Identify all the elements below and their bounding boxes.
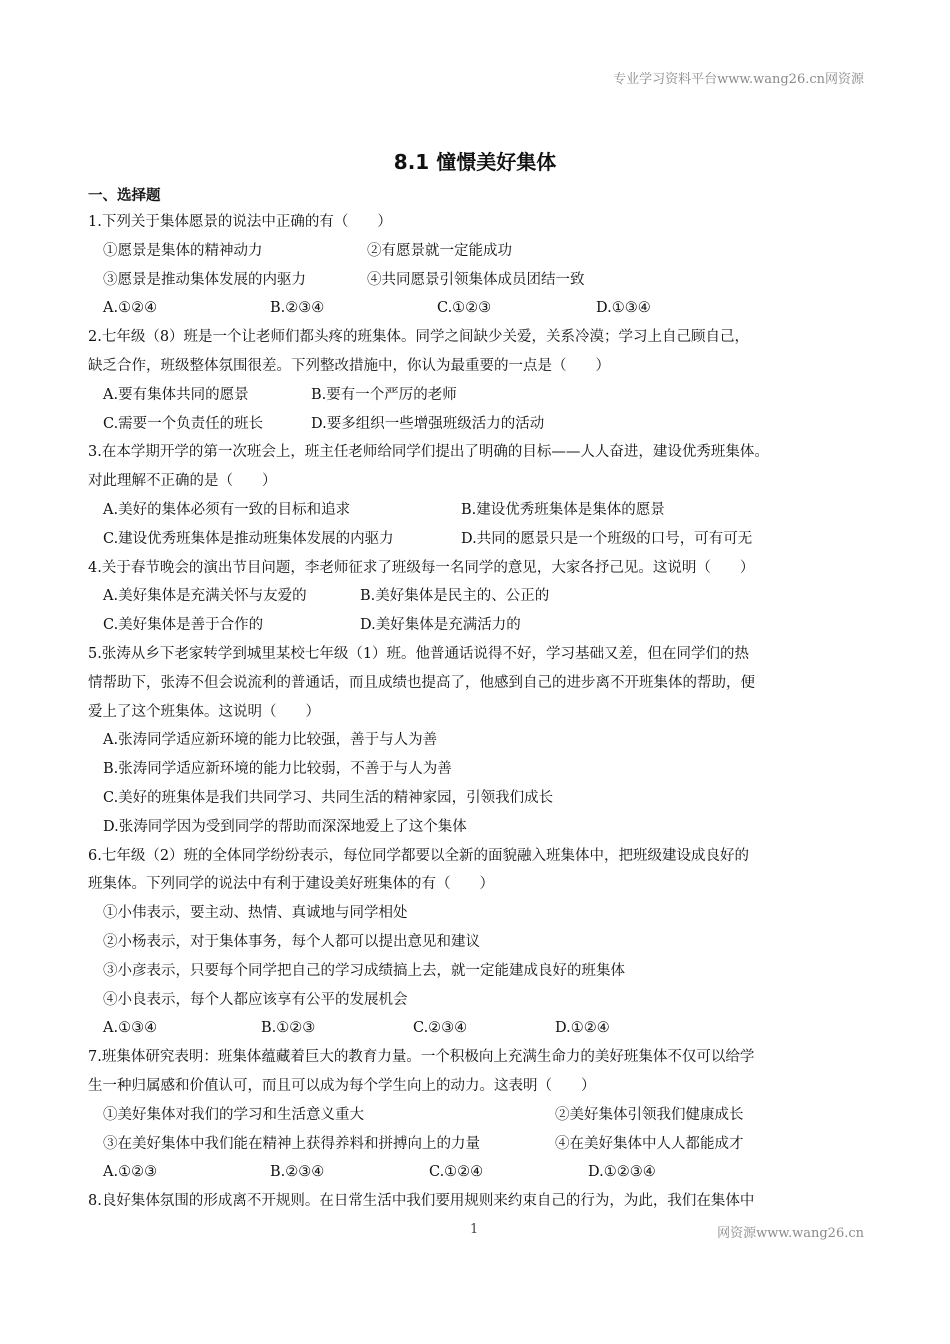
page-number: 1 <box>470 1222 479 1237</box>
question-7-items-row1 <box>88 1101 880 1130</box>
question-3-options-row2 <box>88 525 880 554</box>
question-5-stem-1: 5.张涛从乡下老家转学到城里某校七年级（1）班。他普通话说得不好，学习基础又差，但在同学们的热 <box>88 645 750 662</box>
question-2-options-row2 <box>88 410 880 439</box>
question-1-items-row1 <box>88 237 880 266</box>
page-title: 8.1 憧憬美好集体 <box>393 150 557 174</box>
question-7-stem-2: 生一种归属感和价值认可，而且可以成为每个学生向上的动力。这表明（ ） <box>88 1077 596 1094</box>
q3-option-a: A.美好的集体必须有一致的目标和追求 <box>103 501 351 518</box>
q1-item-1: ①愿景是集体的精神动力 <box>103 242 263 259</box>
q1-option-d: D.①③④ <box>596 300 651 317</box>
q5-option-b: B.张涛同学适应新环境的能力比较弱，不善于与人为善 <box>103 761 452 778</box>
q4-option-c: C.美好集体是善于合作的 <box>103 617 264 634</box>
question-5-stem-2: 情帮助下，张涛不但会说流利的普通话，而且成绩也提高了，他感到自己的进步离不开班集体的帮助，便 <box>88 674 755 691</box>
question-3-options-row1 <box>88 496 880 525</box>
q1-option-a: A.①②④ <box>103 300 158 317</box>
q6-item-4: ④小良表示，每个人都应该享有公平的发展机会 <box>103 991 408 1008</box>
q1-option-b: B.②③④ <box>270 300 325 317</box>
question-5-stem-3: 爱上了这个班集体。这说明（ ） <box>88 703 320 720</box>
q1-option-c: C.①②③ <box>437 300 492 317</box>
question-4-stem: 4.关于春节晚会的演出节目问题，李老师征求了班级每一名同学的意见，大家各抒己见。这说明（ ） <box>88 559 755 576</box>
question-2-options-row1 <box>88 381 880 410</box>
q6-item-2: ②小杨表示，对于集体事务，每个人都可以提出意见和建议 <box>103 933 480 950</box>
q1-item-3: ③愿景是推动集体发展的内驱力 <box>103 271 306 288</box>
q6-option-c: C.②③④ <box>413 1020 468 1037</box>
q1-item-4: ④共同愿景引领集体成员团结一致 <box>367 271 585 288</box>
q5-option-c: C.美好的班集体是我们共同学习、共同生活的精神家园，引领我们成长 <box>103 789 554 806</box>
question-7-items-row2 <box>88 1130 880 1159</box>
q6-option-b: B.①②③ <box>261 1020 316 1037</box>
question-6-stem-2: 班集体。下列同学的说法中有利于建设美好班集体的有（ ） <box>88 876 494 893</box>
question-2-stem-2: 缺乏合作，班级整体氛围很差。下列整改措施中，你认为最重要的一点是（ ） <box>88 357 610 374</box>
q7-option-b: B.②③④ <box>270 1164 325 1181</box>
q7-item-4: ④在美好集体中人人都能成才 <box>555 1135 744 1152</box>
q4-option-b: B.美好集体是民主的、公正的 <box>360 588 550 605</box>
question-4-options-row1 <box>88 582 880 611</box>
section-heading: 一、选择题 <box>88 188 161 204</box>
footer-site: 网资源www.wang26.cn <box>717 1226 864 1241</box>
question-list <box>88 208 880 1216</box>
q7-option-a: A.①②③ <box>103 1164 158 1181</box>
q4-option-d: D.美好集体是充满活力的 <box>360 617 521 634</box>
q6-item-1: ①小伟表示，要主动、热情、真诚地与同学相处 <box>103 905 408 922</box>
question-1-stem: 1.下列关于集体愿景的说法中正确的有（ ） <box>88 214 392 230</box>
question-2-stem-1: 2.七年级（8）班是一个让老师们都头疼的班集体。同学之间缺少关爱，关系冷漠；学习上自己顾自己， <box>88 329 750 346</box>
q3-option-d: D.共同的愿景只是一个班级的口号，可有可无 <box>461 530 753 547</box>
q3-option-b: B.建设优秀班集体是集体的愿景 <box>461 501 665 518</box>
q2-option-d: D.要多组织一些增强班级活力的活动 <box>311 415 545 432</box>
q2-option-b: B.要有一个严厉的老师 <box>311 386 457 403</box>
q6-item-3: ③小彦表示，只要每个同学把自己的学习成绩搞上去，就一定能建成良好的班集体 <box>103 962 625 979</box>
question-6-options <box>88 1014 880 1043</box>
question-8-stem-1: 8.良好集体氛围的形成离不开规则。在日常生活中我们要用规则来约束自己的行为，为此，我们在集体中 <box>88 1193 755 1210</box>
q7-item-1: ①美好集体对我们的学习和生活意义重大 <box>103 1106 364 1123</box>
q1-item-2: ②有愿景就一定能成功 <box>367 242 512 259</box>
question-7-options <box>88 1158 880 1187</box>
question-3-stem-2: 对此理解不正确的是（ ） <box>88 473 277 490</box>
question-4-options-row2 <box>88 611 880 640</box>
question-1-items-row2 <box>88 266 880 295</box>
question-1-options <box>88 294 880 323</box>
question-3-stem-1: 3.在本学期开学的第一次班会上，班主任老师给同学们提出了明确的目标——人人奋进，建设优秀班集体。 <box>88 444 769 461</box>
question-7-stem-1: 7.班集体研究表明：班集体蕴藏着巨大的教育力量。一个积极向上充满生命力的美好班集体不仅可以给学 <box>88 1049 755 1066</box>
q2-option-c: C.需要一个负责任的班长 <box>103 415 264 432</box>
q7-option-d: D.①②③④ <box>588 1164 656 1181</box>
q7-option-c: C.①②④ <box>429 1164 484 1181</box>
q4-option-a: A.美好集体是充满关怀与友爱的 <box>103 588 307 605</box>
q5-option-a: A.张涛同学适应新环境的能力比较强，善于与人为善 <box>103 732 438 749</box>
q2-option-a: A.要有集体共同的愿景 <box>103 386 249 403</box>
q6-option-a: A.①③④ <box>103 1020 158 1037</box>
question-6-stem-1: 6.七年级（2）班的全体同学纷纷表示，每位同学都要以全新的面貌融入班集体中，把班级建设成良好的 <box>88 847 750 864</box>
q7-item-2: ②美好集体引领我们健康成长 <box>555 1106 744 1123</box>
q3-option-c: C.建设优秀班集体是推动班集体发展的内驱力 <box>103 530 394 547</box>
page-header: 专业学习资料平台www.wang26.cn网资源 <box>613 72 864 87</box>
q5-option-d: D.张涛同学因为受到同学的帮助而深深地爱上了这个集体 <box>103 818 467 835</box>
q6-option-d: D.①②④ <box>555 1020 610 1037</box>
q7-item-3: ③在美好集体中我们能在精神上获得养料和拼搏向上的力量 <box>103 1135 480 1152</box>
